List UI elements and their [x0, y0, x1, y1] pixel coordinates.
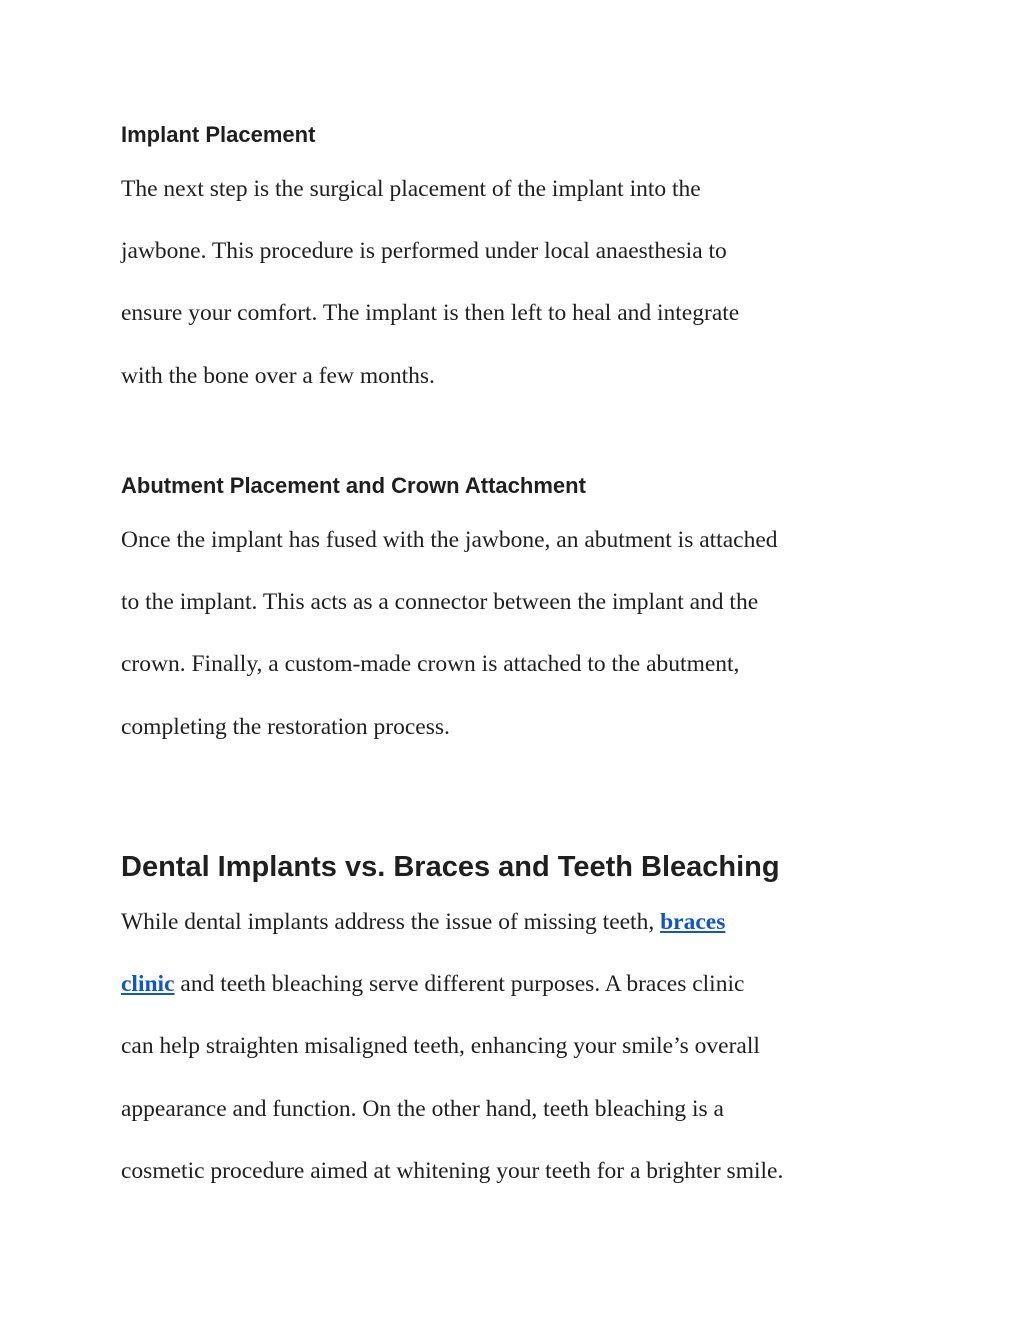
- paragraph-line: [121, 891, 921, 953]
- braces-clinic-link[interactable]: braces: [660, 909, 726, 935]
- paragraph-line: The next step is the surgical placement of the implant into the: [121, 176, 701, 202]
- section-implants-vs-braces: [121, 849, 921, 885]
- paragraph-line: Once the implant has fused with the jawbone, an abutment is attached: [121, 527, 778, 553]
- heading-abutment-placement: Abutment Placement and Crown Attachment: [121, 473, 586, 498]
- paragraph-line: can help straighten misaligned teeth, enhancing your smile’s overall: [121, 1033, 760, 1060]
- section-abutment-placement: [121, 472, 921, 500]
- paragraph-line: cosmetic procedure aimed at whitening your teeth for a brighter smile.: [121, 1157, 784, 1184]
- paragraph-abutment-placement: [121, 509, 921, 758]
- paragraph-text: and teeth bleaching serve different purposes. A braces clinic: [174, 971, 745, 998]
- paragraph-line: appearance and function. On the other hand, teeth bleaching is a: [121, 1095, 724, 1122]
- paragraph-line: jawbone. This procedure is performed under local anaesthesia to: [121, 238, 727, 265]
- paragraph-text: While dental implants address the issue of missing teeth,: [121, 909, 661, 935]
- paragraph-implants-vs-braces: [121, 891, 921, 1202]
- paragraph-implant-placement: [121, 158, 921, 407]
- paragraph-line: completing the restoration process.: [121, 713, 450, 740]
- braces-clinic-link-continued[interactable]: clinic: [121, 971, 175, 998]
- paragraph-line: to the implant. This acts as a connector between the implant and the: [121, 589, 759, 616]
- paragraph-line: ensure your comfort. The implant is then left to heal and integrate: [121, 300, 740, 327]
- paragraph-line: crown. Finally, a custom-made crown is attached to the abutment,: [121, 651, 740, 678]
- paragraph-line: with the bone over a few months.: [121, 362, 435, 389]
- section-implant-placement: [121, 121, 921, 149]
- heading-implants-vs-braces: Dental Implants vs. Braces and Teeth Bleaching: [121, 851, 780, 883]
- paragraph-line: [121, 953, 921, 1015]
- heading-implant-placement: Implant Placement: [121, 122, 316, 147]
